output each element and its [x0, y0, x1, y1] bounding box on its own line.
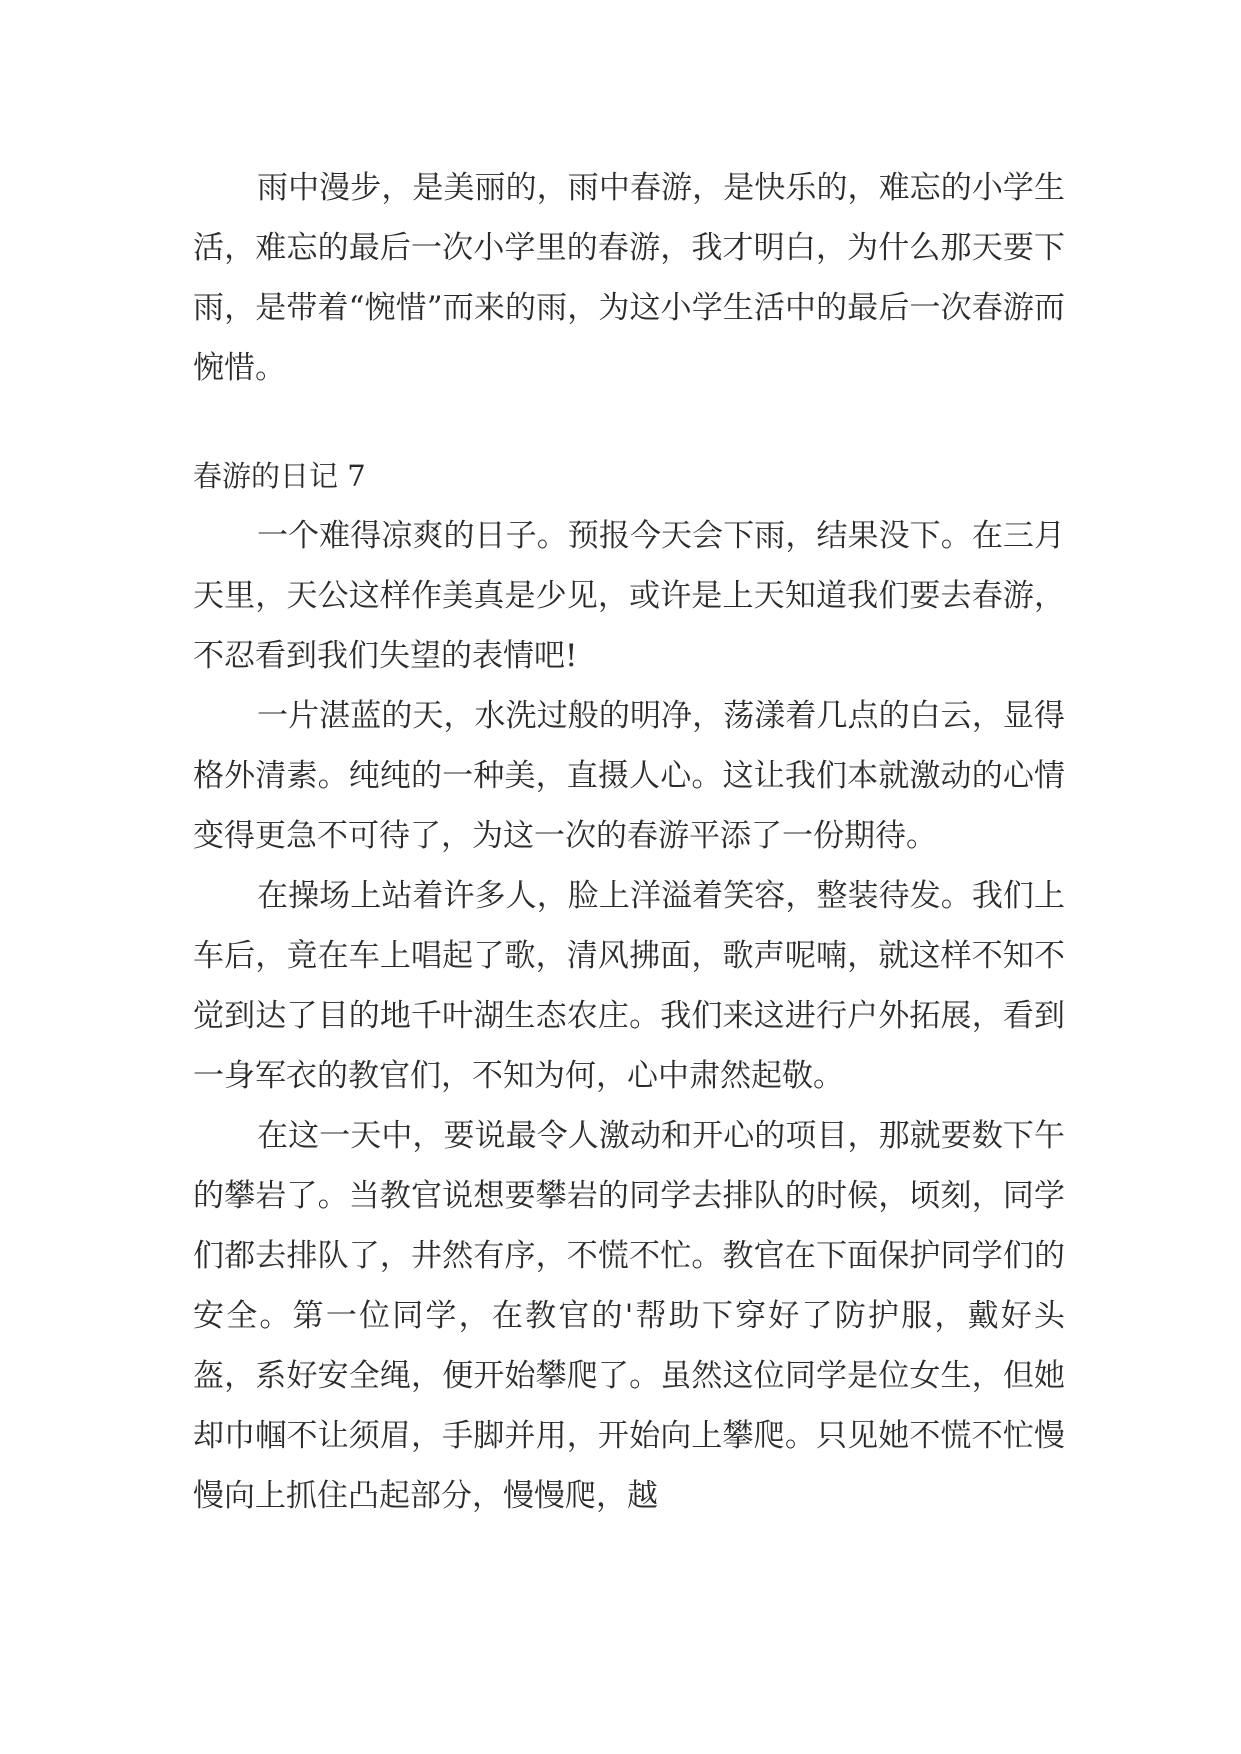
paragraph-playground: 在操场上站着许多人，脸上洋溢着笑容，整装待发。我们上车后，竟在车上唱起了歌，清风拂面，歌声呢喃，就这样不知不觉到达了目的地千叶湖生态农庄。我们来这进行户外拓展，看到一身军衣的教官们，不知为何，心中肃然起敬。	[193, 878, 1065, 1094]
paragraph-cool-day: 一个难得凉爽的日子。预报今天会下雨，结果没下。在三月天里，天公这样作美真是少见，或许是上天知道我们要去春游，不忍看到我们失望的表情吧!	[193, 518, 1065, 674]
paragraph-blue-sky: 一片湛蓝的天，水洗过般的明净，荡漾着几点的白云，显得格外清素。纯纯的一种美，直摄人心。这让我们本就激动的心情变得更急不可待了，为这一次的春游平添了一份期待。	[193, 698, 1065, 854]
paragraph-rock-climbing: 在这一天中，要说最令人激动和开心的项目，那就要数下午的攀岩了。当教官说想要攀岩的同学去排队的时候，顷刻，同学们都去排队了，井然有序，不慌不忙。教官在下面保护同学们的安全。第一位同学，在教官的'帮助下穿好了防护服，戴好头盔，系好安全绳，便开始攀爬了。虽然这位同学是位女生，但她却巾帼不让须眉，手脚并用，开始向上攀爬。只见她不慌不忙慢慢向上抓住凸起部分，慢慢爬，越	[193, 1118, 1065, 1514]
paragraph-rain-walk: 雨中漫步，是美丽的，雨中春游，是快乐的，难忘的小学生活，难忘的最后一次小学里的春游，我才明白，为什么那天要下雨，是带着“惋惜”而来的雨，为这小学生活中的最后一次春游而惋惜。	[193, 170, 1065, 386]
section-heading: 春游的日记 7	[193, 459, 366, 493]
document-body	[193, 158, 1065, 1526]
